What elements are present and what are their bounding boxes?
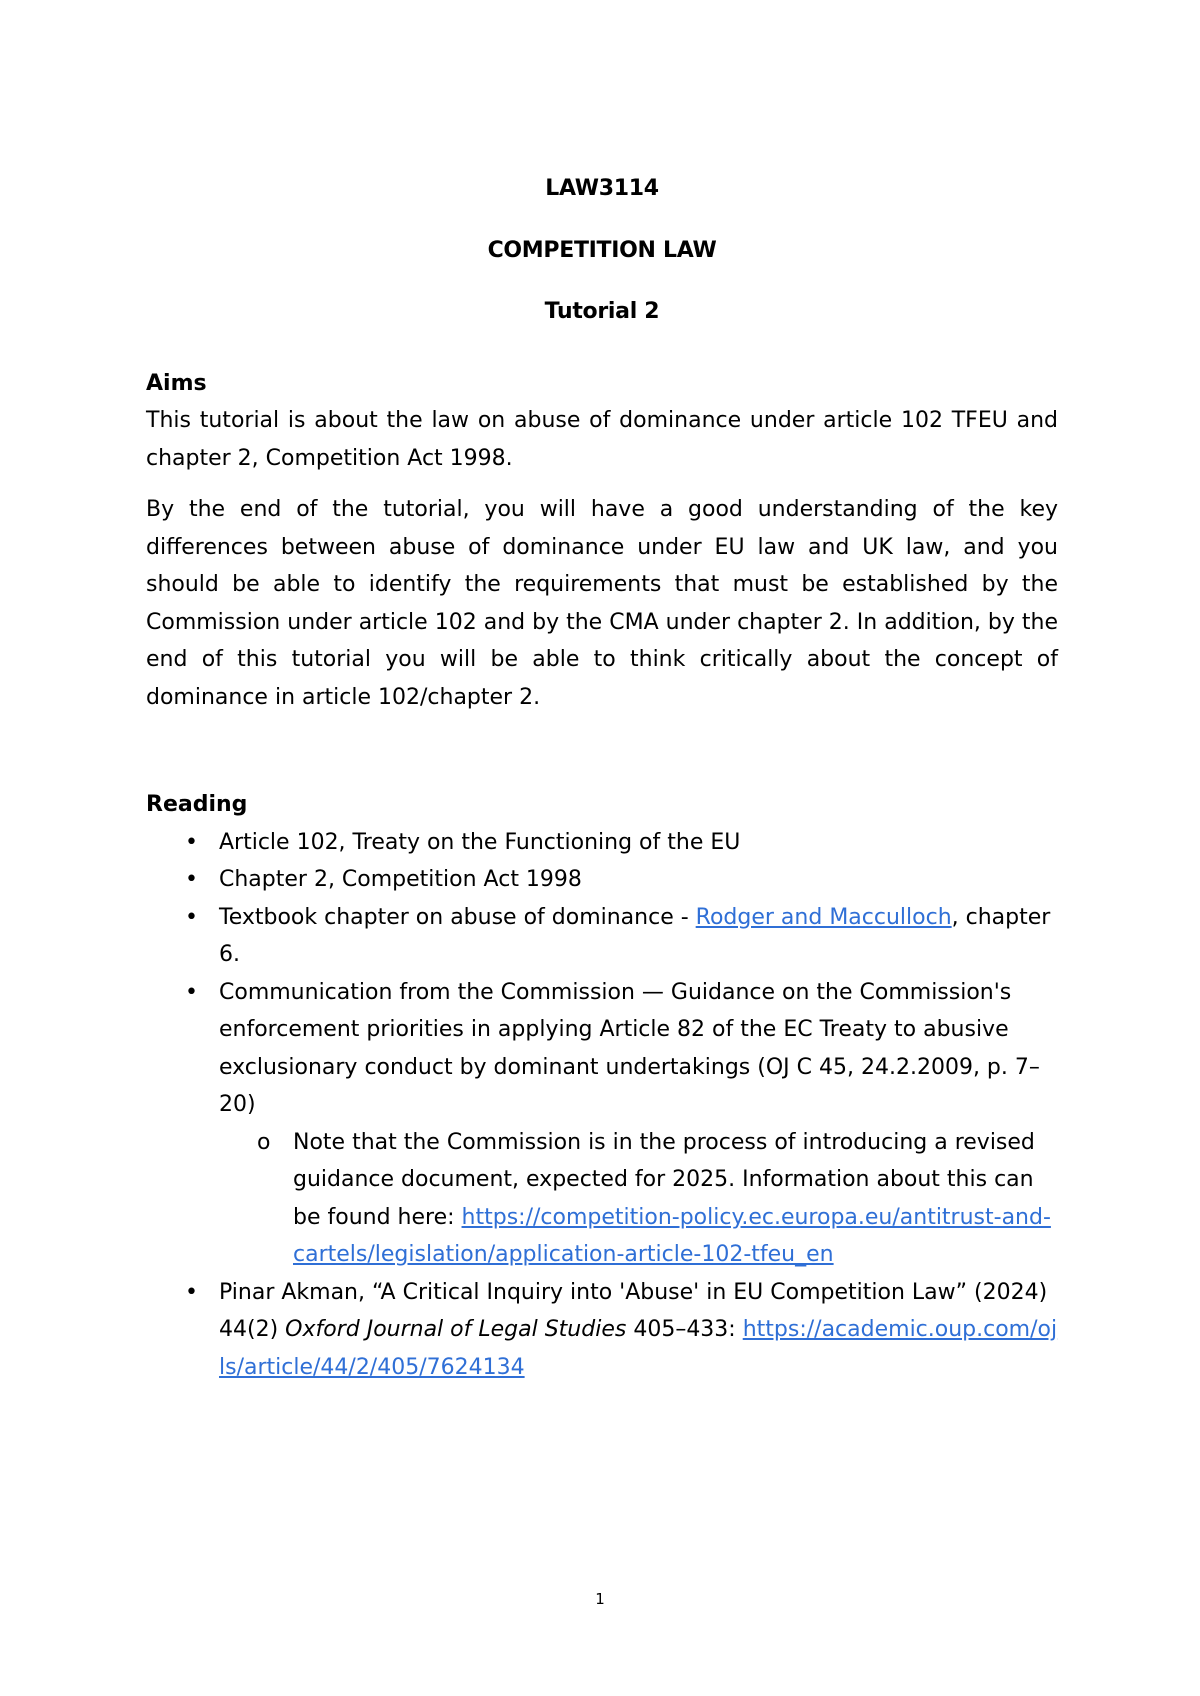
reading-list [146, 824, 1058, 1387]
textbook-link[interactable]: Rodger and Macculloch [695, 904, 952, 930]
bullet-icon: • [185, 1279, 198, 1305]
reading-item-textbook [146, 899, 1058, 974]
tutorial-title: Tutorial 2 [544, 299, 660, 324]
circle-bullet-icon: o [257, 1129, 271, 1155]
reading-item-text: Textbook chapter on abuse of dominance - [219, 904, 696, 930]
reading-item-text: Article 102, Treaty on the Functioning of the EU [219, 829, 741, 855]
document-body [146, 170, 1058, 1386]
course-code: LAW3114 [545, 176, 659, 201]
aims-heading: Aims [146, 370, 207, 396]
reading-item-chapter-2 [146, 861, 1058, 899]
reading-item-text: Chapter 2, Competition Act 1998 [219, 867, 582, 892]
reading-item-commission-guidance [146, 974, 1058, 1274]
aims-paragraph-2: By the end of the tutorial, you will have a good understanding of the key differences between abuse of dominance under EU law and UK law, and you should be able to identify the requirements that must be established by the Commission under article 102 and by the CMA under chapter 2. In addition, by the end of this tutorial you will be able to think critically about the concept of dominance in article 102/chapter 2. [146, 497, 1058, 710]
reading-item-text: 405–433: [626, 1317, 743, 1342]
reading-item-text: Pinar Akman, “A Critical Inquiry into 'Abuse' in EU Competition Law” (2024) 44(2) [219, 1279, 1048, 1342]
aims-paragraph-1: This tutorial is about the law on abuse of dominance under article 102 TFEU and chapter 2, Competition Act 1998. [146, 408, 1058, 471]
page-number: 1 [595, 1590, 605, 1608]
reading-item-text: Communication from the Commission — Guidance on the Commission's enforcement priorities in applying Article 82 of the EC Treaty to abusive exclusionary conduct by dominant undertakings (OJ C 45, 24.2.2009, p. 7–20) [219, 979, 1040, 1117]
bullet-icon: • [185, 904, 198, 930]
competition-policy-link[interactable]: https://competition-policy.ec.europa.eu/antitrust-and-cartels/legislation/application-article-102-tfeu_en [293, 1204, 1051, 1267]
reading-item-text: , chapter 6. [219, 904, 1051, 967]
academic-oup-link[interactable]: https://academic.oup.com/ojls/article/44/2/405/7624134 [219, 1317, 1058, 1380]
bullet-icon: • [185, 867, 198, 892]
course-title: COMPETITION LAW [487, 237, 717, 263]
reading-sub-list [219, 1124, 1058, 1274]
journal-title: Oxford Journal of Legal Studies [285, 1317, 627, 1342]
reading-item-article-102 [146, 824, 1058, 862]
reading-sub-item-revised-guidance [219, 1124, 1058, 1274]
reading-sub-item-text: Note that the Commission is in the process of introducing a revised guidance document, expected for 2025. Information about this can be found here: [293, 1129, 1035, 1230]
bullet-icon: • [185, 979, 198, 1005]
bullet-icon: • [185, 829, 198, 855]
reading-item-akman-article [146, 1274, 1058, 1387]
reading-heading: Reading [146, 792, 248, 817]
